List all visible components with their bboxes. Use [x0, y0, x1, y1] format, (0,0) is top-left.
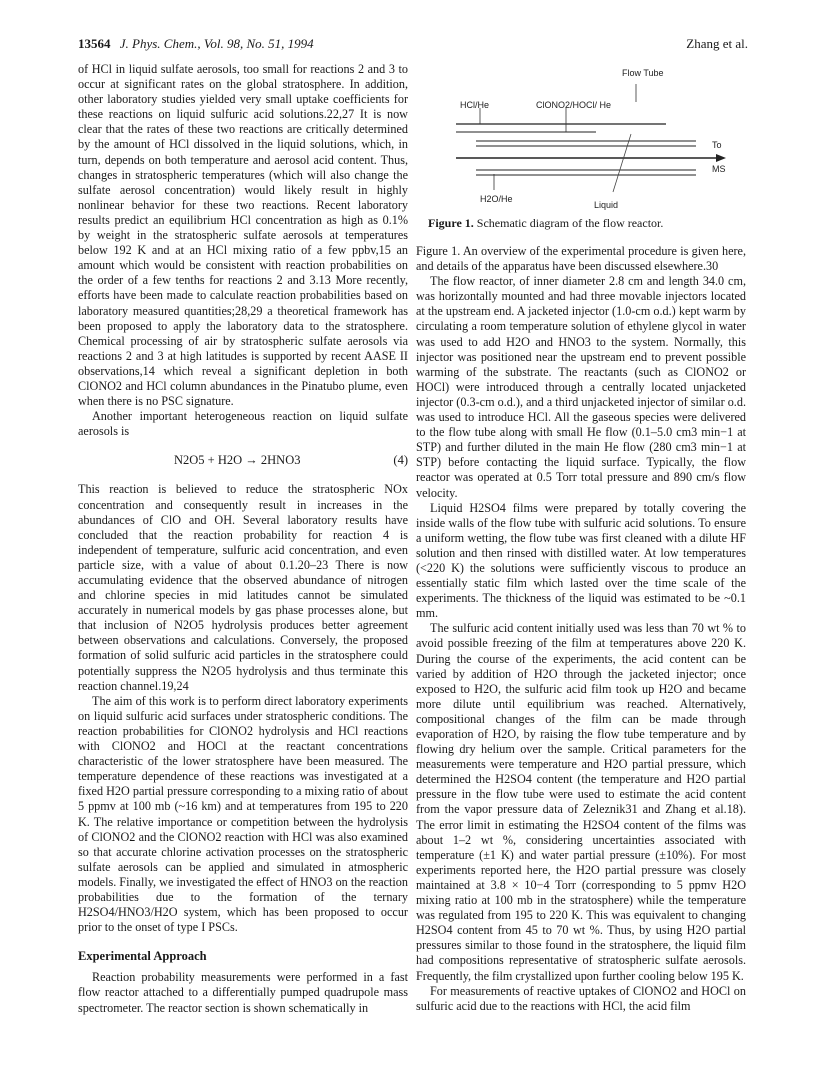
label-flow-tube: Flow Tube [622, 68, 664, 78]
journal-citation: J. Phys. Chem., Vol. 98, No. 51, 1994 [119, 36, 314, 51]
body-paragraph: The flow reactor, of inner diameter 2.8 cm and length 34.0 cm, was horizontally mounted and had three movable injectors located at the upstream end. A jacketed injector (1.0-cm o.d.) kept warm by circulating a room temperature solution of ethylene glycol in water was used to add H2O and HNO3 to the system. Normally, this injector was positioned near the upstream end to prevent possible warming of the substrate. The reactants (such as ClONO2 or HOCl) were introduced through a centrally located unjacketed injector (0.3-cm o.d.), and a third unjacketed injector of similar o.d. was used to introduce HCl. All the gaseous species were delivered to the flow tube along with small He flow (0.1–5.0 cm3 min−1 at STP) and further diluted in the main He flow (280 cm3 min−1 at STP) before contacting the liquid surface. Typically, the flow reactor was operated at 0.5 Torr total pressure and 890 cm/s flow velocity. [416, 274, 746, 500]
body-paragraph: This reaction is believed to reduce the stratospheric NOx concentration and consequently result in increases in the abundances of ClO and OH. Several laboratory results have concluded that the reaction probability for reaction 4 is independent of temperature, sulfuric acid concentration, and even particle size, with a value of about 0.1.20–23 There is now accumulating evidence that the observed abundance of nitrogen and chlorine species in mid latitudes cannot be simulated accurately in numerical models by gas phase processes alone, but that inclusion of N2O5 hydrolysis produces better agreement between observations and calculations. Conversely, the proposed formation of solid sulfuric acid particles in the stratosphere could potentially suppress the N2O5 hydrolysis and thus terminate this reaction channel.19,24 [78, 482, 408, 693]
body-paragraph: The sulfuric acid content initially used was less than 70 wt % to avoid possible freezing of the film at temperatures above 220 K. During the course of the experiments, the acid content can be varied by addition of H2O through the jacketed injector; once exposed to H2O, the sulfuric acid film took up H2O and became more dilute until equilibrium was reached. Alternatively, compositional changes of the film can be made through evaporation of H2O, by raising the flow tube temperature and by flowing dry helium over the sample. Critical parameters for the measurements were temperature and H2O partial pressure, which determined the H2SO4 content (the temperature and H2O partial pressure in the flow tube were used to estimate the acid content from the vapor pressure data of Zeleznik31 and Zhang et al.18). The error limit in estimating the H2SO4 content of the films was about 1–2 wt %, considering uncertainties associated with temperature (±1 K) and water partial pressure (±10%). For most experiments reported here, the H2O partial pressure was closely maintained at 3.8 × 10−4 Torr (corresponding to 5 ppmv H2O mixing ratio at 100 mb in the stratosphere) while the temperature was regulated from 195 to 220 K. This was equivalent to changing H2SO4 content from 45 to 70 wt %. Thus, by using H2O partial pressures similar to those found in the stratosphere, the liquid film had compositions representative of stratospheric sulfate aerosols. Frequently, the film crystallized upon further cooling below 195 K. [416, 621, 746, 983]
body-paragraph: Liquid H2SO4 films were prepared by totally covering the inside walls of the flow tube with sulfuric acid solutions. To ensure a uniform wetting, the flow tube was first cleaned with a dilute HF solution and then rinsed with distilled water. At low temperatures (<220 K) the solutions were sufficiently viscous to produce an essentially static film which lasted over the time scale of the experiments. The thickness of the liquid was estimated to be ~0.1 mm. [416, 500, 746, 621]
label-liquid: Liquid [594, 200, 619, 210]
label-to: To [712, 140, 722, 150]
body-paragraph: Reaction probability measurements were performed in a fast flow reactor attached to a differentially pumped quadrupole mass spectrometer. The reactor section is shown schematically in [78, 970, 408, 1015]
label-clono2: ClONO2/HOCl/ He [536, 100, 612, 110]
equation-number: (4) [393, 453, 408, 468]
right-column [416, 244, 746, 1014]
liquid-pointer [613, 134, 631, 192]
figure-caption [428, 216, 663, 231]
body-paragraph: of HCl in liquid sulfate aerosols, too small for reactions 2 and 3 to occur at significant rates on the global stratosphere. In addition, other laboratory studies yielded very small uptake coefficients for these reactions on liquid sulfuric acid solutions.22,27 It is now clear that the rates of these two reactions are critically determined by the amount of HCl dissolved in the liquid solutions, which, in turn, depends on both temperature and aerosol acid content. Thus, changes in stratospheric temperatures (which will also change the sulfate aerosol concentration) would likely result in highly nonlinear behavior for these two reactions. Recent laboratory results predict an equilibrium HCl concentration as high as 0.1% by weight in the stratospheric sulfate aerosols at temperatures below 192 K and at an HCl mixing ratio of a few ppbv,15 an amount which would be consistent with reaction probabilities on the order of a few tenths for reactions 2 and 3.13 More recently, efforts have been made to calculate reaction probabilities based on laboratory measured quantities;28,29 a theoretical framework has been proposed to apply the laboratory data to the stratosphere. Chemical processing of air by stratospheric sulfate aerosols via reactions 2 and 3 at high latitudes is supported by recent AASE II observations,14 which reveal a significant depletion in both ClONO2 and HCl column abundances in the Pinatubo plume, even when there is no PSC signature. [78, 62, 408, 409]
body-paragraph: For measurements of reactive uptakes of ClONO2 and HOCl on sulfuric acid due to the reactions with HCl, the acid film [416, 983, 746, 1013]
caption-text: Schematic diagram of the flow reactor. [476, 216, 664, 230]
body-paragraph: The aim of this work is to perform direct laboratory experiments on liquid sulfuric acid surfaces under stratospheric conditions. The reaction probabilities for ClONO2 hydrolysis and HCl reactions with ClONO2 and HOCl at the reactant concentrations characteristic of the lower stratosphere have been measured. The temperature dependence of these reactions was investigated at a fixed H2O partial pressure corresponding to a mixing ratio of about 5 ppmv at 100 mb (~16 km) and at temperatures from 195 to 220 K. The relative importance or competition between the hydrolysis of ClONO2 and the ClONO2 reaction with HCl was also examined so that accurate chlorine activation processes on the stratospheric sulfate aerosols can be applied and simulated in atmospheric models. Finally, we investigated the effect of HNO3 on the reaction probabilities due to the formation of the ternary H2SO4/HNO3/H2O system, which has been proposed to occur prior to the onset of type I PSCs. [78, 693, 408, 935]
body-paragraph: Figure 1. An overview of the experimental procedure is given here, and details of the apparatus have been discussed elsewhere.30 [416, 244, 746, 274]
caption-label: Figure 1. [428, 216, 474, 230]
figure-1-schematic [416, 62, 748, 232]
label-hcl-he: HCl/He [460, 100, 490, 110]
running-authors: Zhang et al. [686, 36, 748, 51]
to-ms-arrowhead [716, 154, 726, 162]
equation-4 [78, 453, 408, 468]
left-column [78, 62, 408, 1016]
page-number: 13564 [78, 36, 111, 51]
running-header [78, 36, 748, 54]
body-paragraph: Another important heterogeneous reaction on liquid sulfate aerosols is [78, 409, 408, 439]
label-h2o-he: H2O/He [480, 194, 513, 204]
flow-reactor-diagram [416, 62, 748, 212]
section-heading: Experimental Approach [78, 949, 207, 964]
label-ms: MS [712, 164, 726, 174]
equation-text: N2O5 + H2O → 2HNO3 [174, 453, 301, 468]
